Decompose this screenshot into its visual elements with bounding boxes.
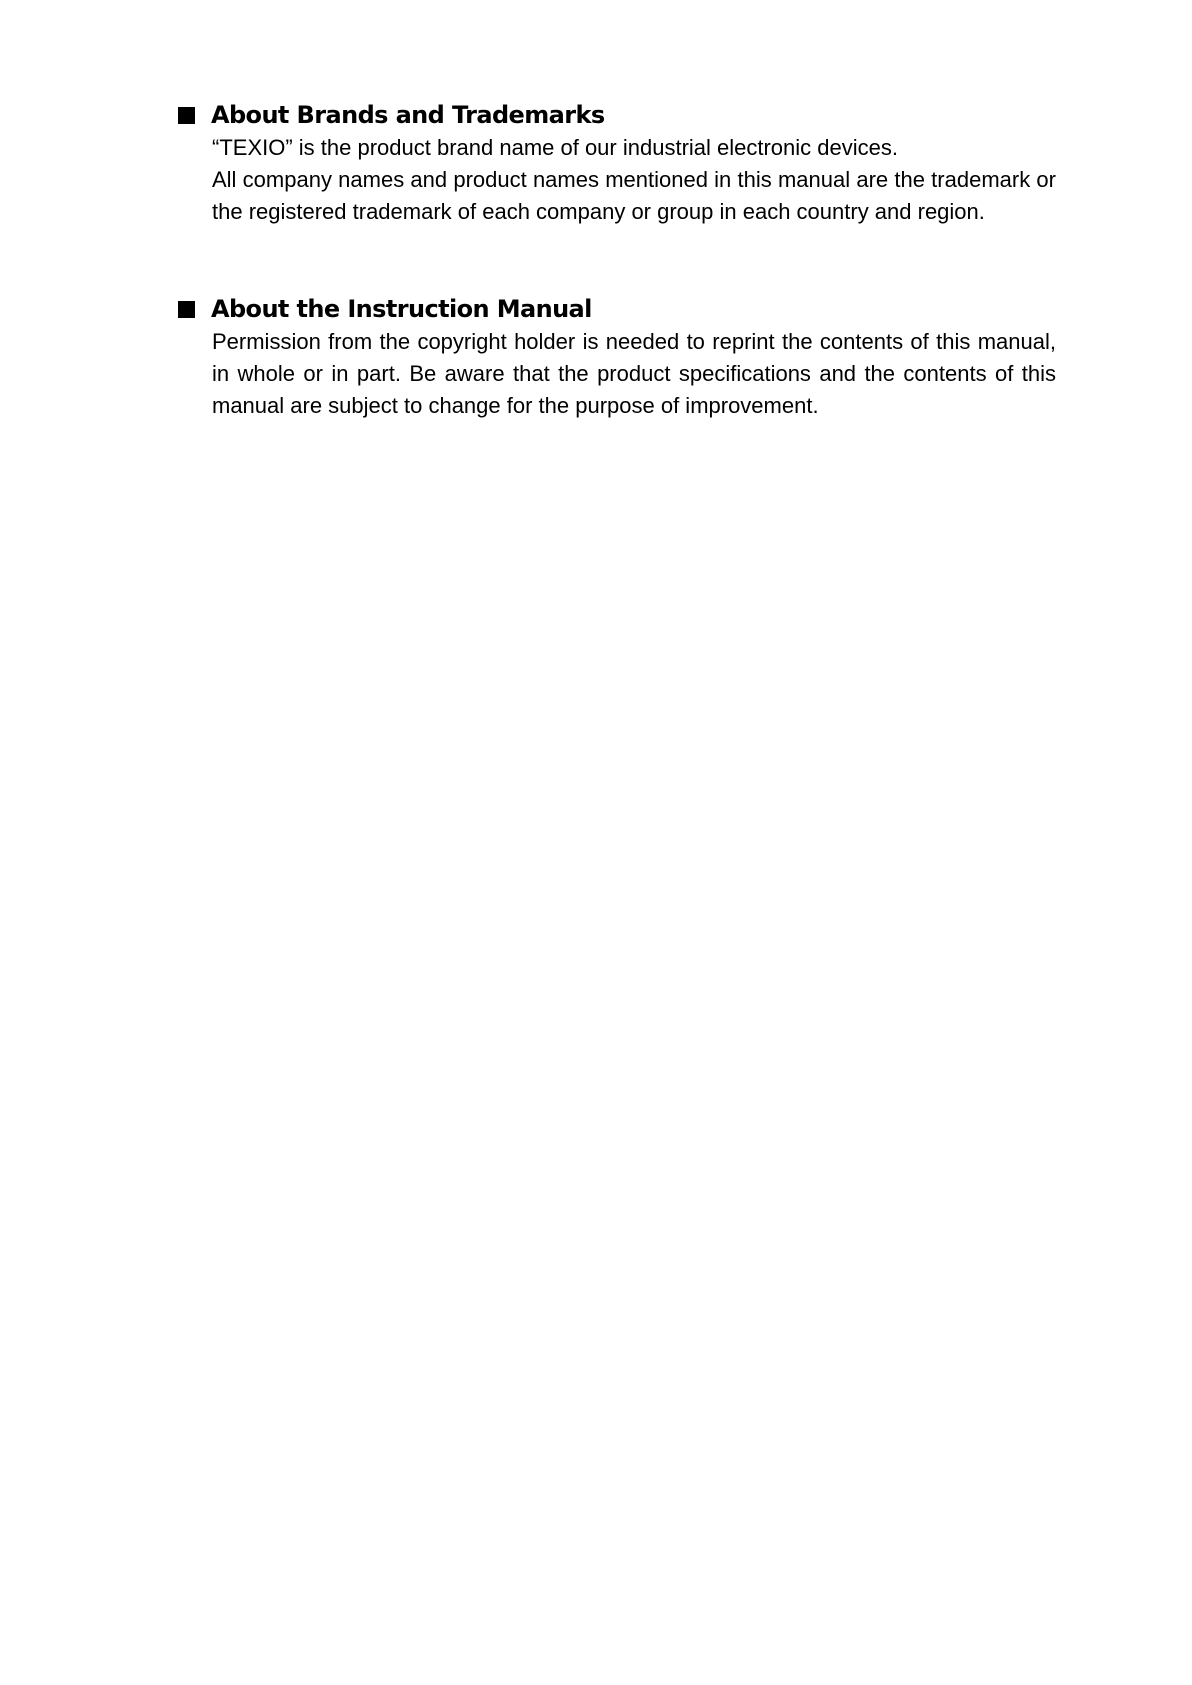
paragraph: All company names and product names mentioned in this manual are the trademark or the registered trademark of each company or group in each country and region. [212, 167, 1056, 224]
black-square-icon [178, 107, 195, 124]
section-body [212, 132, 1056, 228]
section-brands-trademarks [178, 98, 1056, 228]
black-square-icon [178, 301, 195, 318]
section-instruction-manual [178, 292, 1056, 422]
section-heading [178, 98, 1056, 132]
section-body [212, 326, 1056, 422]
section-heading [178, 292, 1056, 326]
paragraph: Permission from the copyright holder is needed to reprint the contents of this manual, in whole or in part. Be aware that the product specifications and the contents of this manual are subject to change for the purpose of improvement. [212, 329, 1056, 418]
section-title: About the Instruction Manual [211, 295, 592, 323]
section-title: About Brands and Trademarks [211, 101, 605, 129]
paragraph: “TEXIO” is the product brand name of our industrial electronic devices. [212, 135, 898, 160]
